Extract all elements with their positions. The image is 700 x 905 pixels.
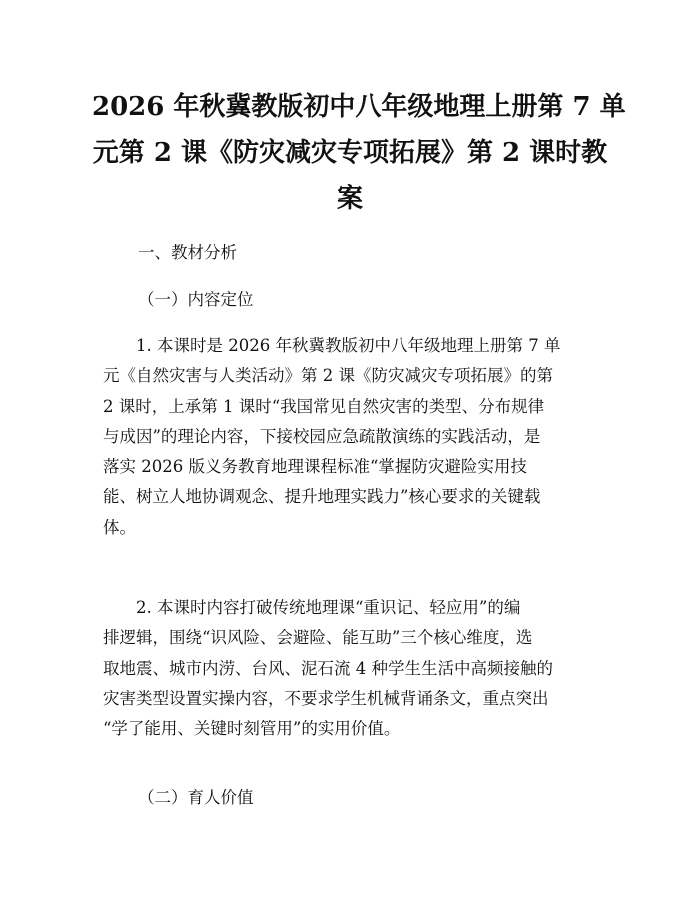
- paragraph-content-positioning-2: [103, 593, 597, 744]
- paragraph-line: 与成因”的理论内容，下接校园应急疏散演练的实践活动，是: [103, 426, 541, 446]
- paragraph-line: 2 课时，上承第 1 课时“我国常见自然灾害的类型、分布规律: [103, 396, 545, 416]
- paragraph-line: 取地震、城市内涝、台风、泥石流 4 种学生生活中高频接触的: [103, 658, 553, 678]
- paragraph-line: “学了能用、关键时刻管用”的实用价值。: [103, 719, 401, 739]
- title-line: 元第 2 课《防灾减灾专项拓展》第 2 课时教: [92, 138, 608, 168]
- paragraph-content-positioning-1: [103, 331, 597, 543]
- title-line: 2026 年秋冀教版初中八年级地理上册第 7 单: [92, 92, 626, 122]
- subsection-heading-educational-value: （二）育人价值: [138, 788, 254, 807]
- paragraph-line: 能、树立人地协调观念、提升地理实践力”核心要求的关键载: [103, 487, 541, 507]
- subsection-heading-content-positioning: （一）内容定位: [138, 290, 254, 309]
- paragraph-line: 元《自然灾害与人类活动》第 2 课《防灾减灾专项拓展》的第: [103, 366, 553, 386]
- title-line: 案: [336, 184, 363, 214]
- document-title: [92, 84, 626, 222]
- paragraph-line: 落实 2026 版义务教育地理课程标准“掌握防灾避险实用技: [103, 457, 527, 477]
- paragraph-line: 排逻辑，围绕“识风险、会避险、能互助”三个核心维度，选: [103, 628, 533, 648]
- section-heading-teaching-material-analysis: 一、教材分析: [138, 243, 237, 262]
- paragraph-line: 1. 本课时是 2026 年秋冀教版初中八年级地理上册第 7 单: [103, 336, 561, 355]
- paragraph-line: 2. 本课时内容打破传统地理课“重识记、轻应用”的编: [103, 598, 521, 617]
- paragraph-line: 体。: [103, 517, 136, 537]
- paragraph-line: 灾害类型设置实操内容，不要求学生机械背诵条文，重点突出: [103, 688, 549, 708]
